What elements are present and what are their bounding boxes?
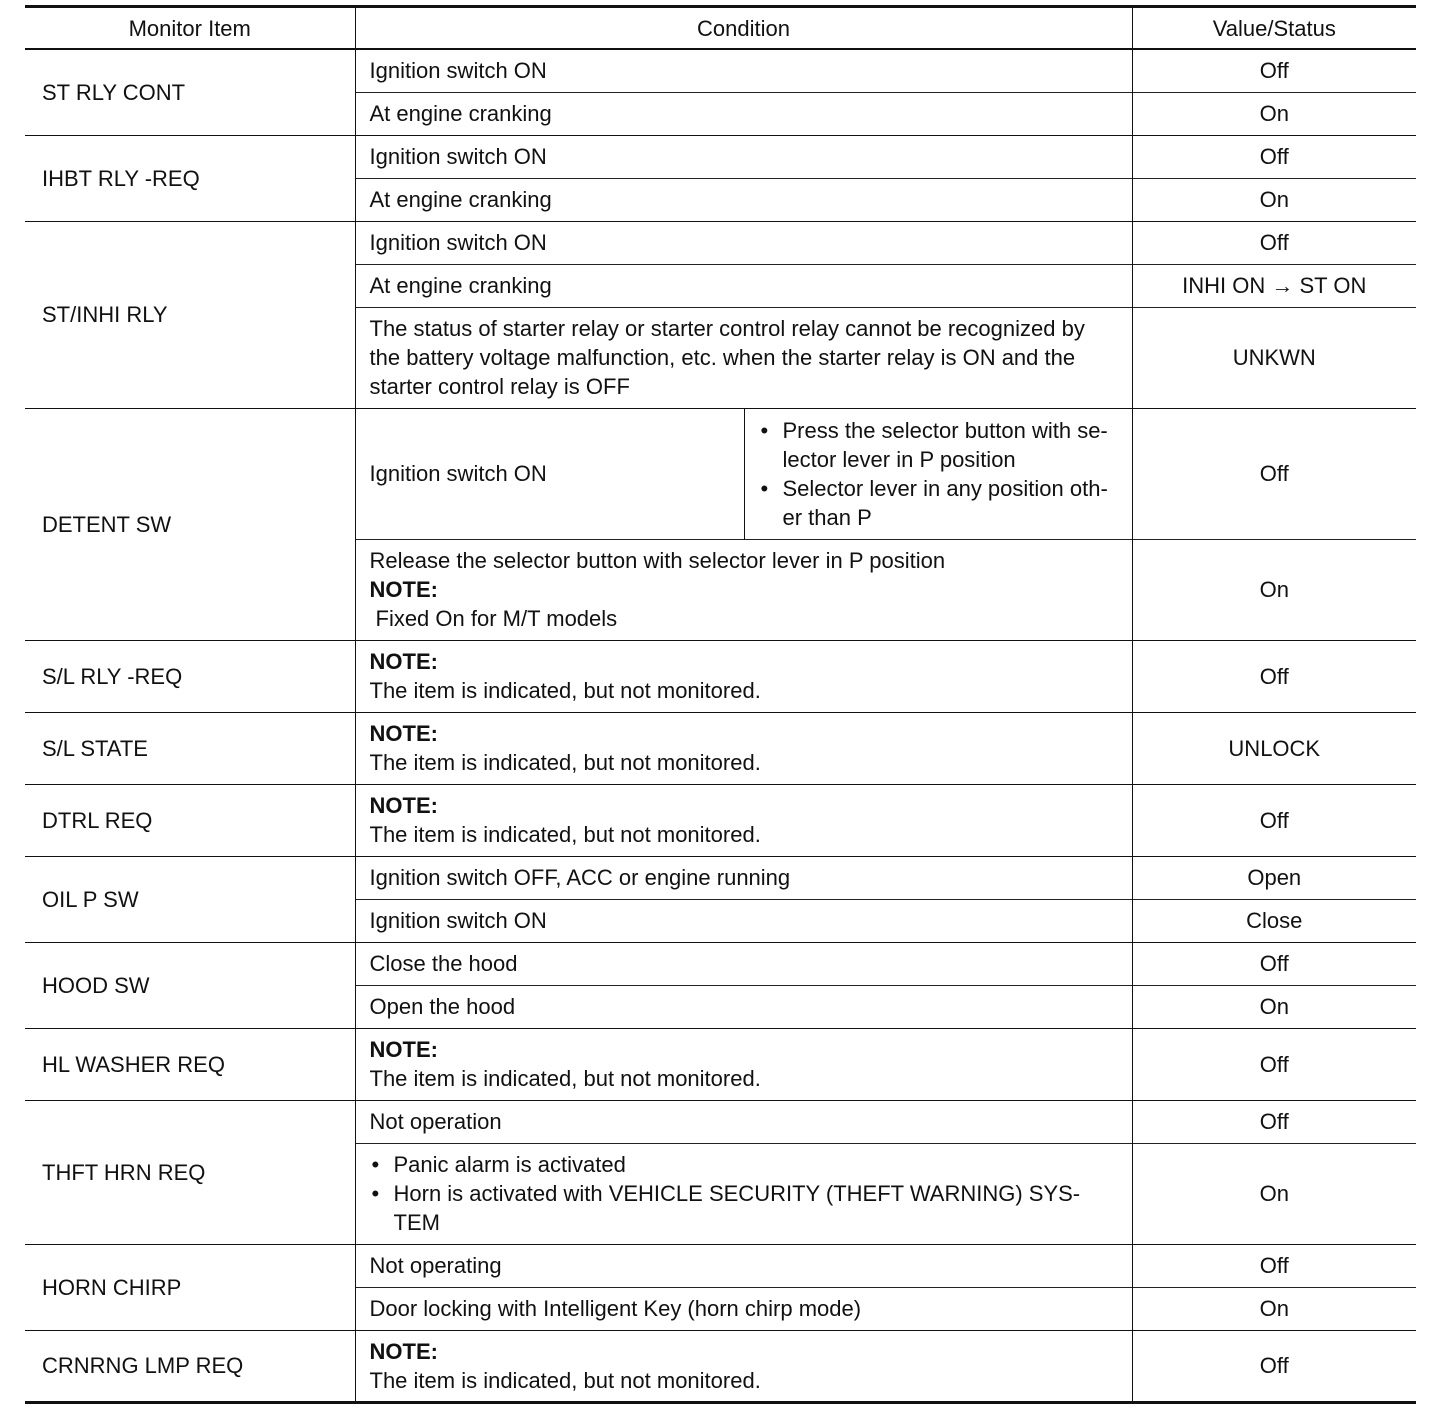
monitor-item-cell: IHBT RLY -REQ (25, 135, 355, 221)
monitor-item-cell: ST RLY CONT (42, 79, 186, 105)
monitor-item-cell: HL WASHER REQ (25, 1028, 355, 1100)
condition-cell: Close the hood (355, 942, 1132, 985)
condition-cell (355, 1143, 1132, 1244)
condition-cell (355, 784, 1132, 856)
condition-cell: Not operating (355, 1244, 1132, 1287)
condition-cell: Ignition switch ON (355, 135, 1132, 178)
condition-cell: Open the hood (355, 985, 1132, 1028)
table-row (25, 712, 1416, 784)
table-row (25, 784, 1416, 856)
monitor-item-cell: S/L STATE (25, 712, 355, 784)
table-row (25, 1244, 1416, 1287)
note-label: NOTE: (369, 577, 438, 602)
list-item: • Press the selector button with se-lector lever in P position (759, 416, 1118, 474)
value-cell: Off (1132, 1028, 1416, 1100)
note-text: The item is indicated, but not monitored. (369, 1066, 761, 1091)
condition-cell: At engine cranking (355, 264, 1132, 307)
condition-cell: Ignition switch ON (355, 49, 1132, 92)
table-row (25, 942, 1416, 985)
monitor-item-cell: S/L RLY -REQ (25, 640, 355, 712)
note-text: The item is indicated, but not monitored. (369, 750, 761, 775)
value-cell: Off (1132, 221, 1416, 264)
monitor-item-cell: OIL P SW (25, 856, 355, 942)
monitor-item-cell: ST/INHI RLY (25, 221, 355, 408)
condition-cell: Door locking with Intelligent Key (horn chirp mode) (355, 1287, 1132, 1330)
list-item: • Horn is activated with VEHICLE SECURITY (THEFT WARNING) SYS-TEM (370, 1179, 1118, 1237)
value-cell: On (1132, 178, 1416, 221)
note-text: The item is indicated, but not monitored. (369, 1367, 761, 1393)
value-cell: Close (1132, 899, 1416, 942)
table-row (25, 1028, 1416, 1100)
condition-cell (355, 1330, 1132, 1402)
note-label: NOTE: (369, 793, 438, 818)
condition-cell: At engine cranking (355, 92, 1132, 135)
condition-cell: Ignition switch ON (355, 221, 1132, 264)
condition-detail-cell (744, 408, 1132, 539)
value-cell: UNKWN (1132, 307, 1416, 408)
condition-cell: Ignition switch ON (355, 899, 1132, 942)
condition-cell (355, 712, 1132, 784)
table-row (25, 1330, 1416, 1402)
note-text: The item is indicated, but not monitored. (369, 822, 761, 847)
monitor-item-cell: DTRL REQ (25, 784, 355, 856)
list-item: • Panic alarm is activated (370, 1150, 1118, 1179)
condition-cell: Not operation (355, 1100, 1132, 1143)
value-cell: On (1132, 1287, 1416, 1330)
header-row (25, 7, 1416, 50)
condition-text: Release the selector button with selector lever in P position (369, 548, 946, 573)
monitor-table-page (25, 5, 1416, 1404)
value-cell: UNLOCK (1132, 712, 1416, 784)
bullet-list (370, 1150, 1118, 1237)
note-label: NOTE: (369, 1338, 438, 1364)
value-cell: Off (1132, 640, 1416, 712)
monitor-item-cell: HORN CHIRP (25, 1244, 355, 1330)
note-label: NOTE: (369, 649, 438, 674)
monitor-item-cell: HOOD SW (25, 942, 355, 1028)
table-row (25, 640, 1416, 712)
table-row (25, 221, 1416, 264)
condition-cell: At engine cranking (355, 178, 1132, 221)
condition-cell (355, 1028, 1132, 1100)
table-row (25, 856, 1416, 899)
monitor-item-table (25, 5, 1416, 1404)
value-cell: Off (1132, 1100, 1416, 1143)
value-cell: Off (1132, 49, 1416, 92)
header-monitor-item: Monitor Item (25, 7, 355, 50)
note-label: NOTE: (369, 721, 438, 746)
condition-cell (355, 539, 1132, 640)
value-cell: Off (1132, 942, 1416, 985)
condition-cell: Ignition switch OFF, ACC or engine running (355, 856, 1132, 899)
note-text: Fixed On for M/T models (375, 606, 618, 631)
condition-cell: Ignition switch ON (355, 408, 744, 539)
value-cell: On (1132, 985, 1416, 1028)
note-label: NOTE: (369, 1037, 438, 1062)
condition-cell (355, 640, 1132, 712)
note-text: The item is indicated, but not monitored. (369, 678, 761, 703)
condition-cell: The status of starter relay or starter control relay cannot be recognized by the battery voltage malfunction, etc. when the starter relay is ON and the starter control relay is OFF (355, 307, 1132, 408)
value-cell: INHI ON → ST ON (1132, 264, 1416, 307)
value-cell: Off (1132, 135, 1416, 178)
table-row (25, 49, 1416, 92)
header-condition: Condition (355, 7, 1132, 50)
table-row (25, 1100, 1416, 1143)
table-row (25, 135, 1416, 178)
value-cell: On (1132, 1143, 1416, 1244)
header-value-status: Value/Status (1132, 7, 1416, 50)
value-cell: On (1132, 539, 1416, 640)
bullet-list (759, 416, 1118, 532)
list-item: • Selector lever in any position oth-er than P (759, 474, 1118, 532)
monitor-item-cell: DETENT SW (25, 408, 355, 640)
monitor-item-cell: THFT HRN REQ (25, 1100, 355, 1244)
value-cell: On (1132, 92, 1416, 135)
table-row (25, 408, 1416, 539)
value-cell: Off (1132, 408, 1416, 539)
value-cell: Open (1132, 856, 1416, 899)
value-cell: Off (1132, 1330, 1416, 1402)
value-cell: Off (1132, 784, 1416, 856)
value-cell: Off (1132, 1244, 1416, 1287)
monitor-item-cell: CRNRNG LMP REQ (25, 1330, 355, 1402)
